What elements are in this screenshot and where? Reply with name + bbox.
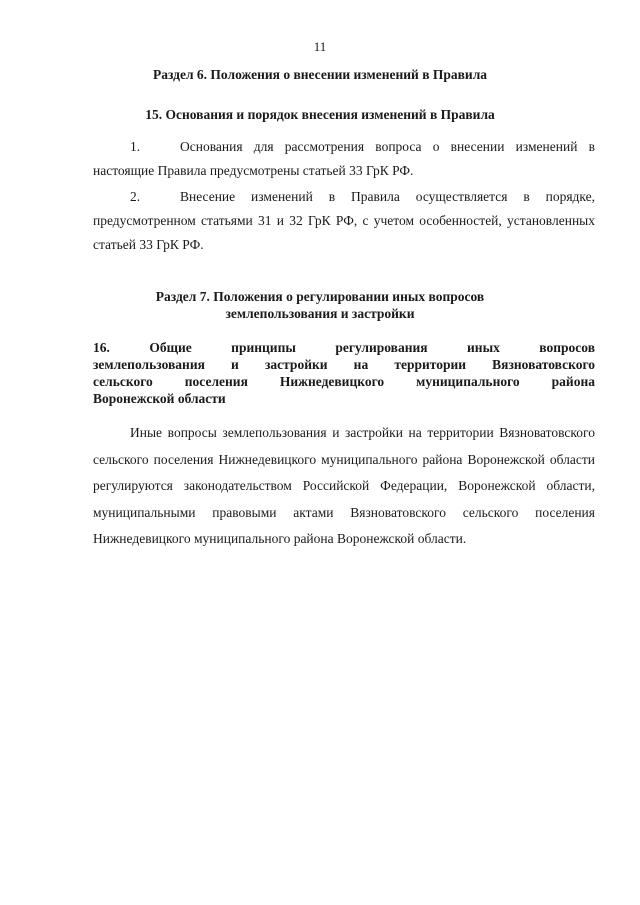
item-text: Основания для рассмотрения вопроса о внесении изменений в настоящие Правила предусмотрены статьей 33 ГрК РФ. xyxy=(93,139,595,178)
article-16-title xyxy=(93,339,595,407)
article-16-title-line: Воронежской области xyxy=(93,391,226,406)
section-6-title: Раздел 6. Положения о внесении изменений в Правила xyxy=(152,67,488,82)
section-7-title xyxy=(75,288,565,322)
article-16-title-line: землепользования и застройки на территории Вязноватовского xyxy=(93,357,595,372)
article-16-title-line: сельского поселения Нижнедевицкого муниципального района xyxy=(93,374,595,389)
section-7-title-line-1: Раздел 7. Положения о регулировании иных вопросов xyxy=(155,289,485,304)
item-number: 1. xyxy=(130,139,141,154)
article-16-body: Иные вопросы землепользования и застройки на территории Вязноватовского сельского поселения Нижнедевицкого муниципального района Воронежской области регулируются законодательством Российской Федерации, Воронежской области, муниципальными правовыми актами Вязноватовского сельского поселения Нижнедевицкого муниципального района Воронежской области. xyxy=(93,425,595,546)
item-text: Внесение изменений в Правила осуществляется в порядке, предусмотренном статьями 31 и 32 ГрК РФ, с учетом особенностей, установленных статьей 33 ГрК РФ. xyxy=(93,189,595,252)
section-7-title-line-2: землепользования и застройки xyxy=(225,306,415,321)
article-15-item-2 xyxy=(93,185,595,257)
article-16-title-line: 16. Общие принципы регулирования иных вопросов xyxy=(93,340,595,355)
article-15-item-1 xyxy=(93,135,595,183)
article-15-title: 15. Основания и порядок внесения изменений в Правила xyxy=(145,107,495,122)
page-number: 11 xyxy=(313,39,327,54)
item-number: 2. xyxy=(130,189,141,204)
